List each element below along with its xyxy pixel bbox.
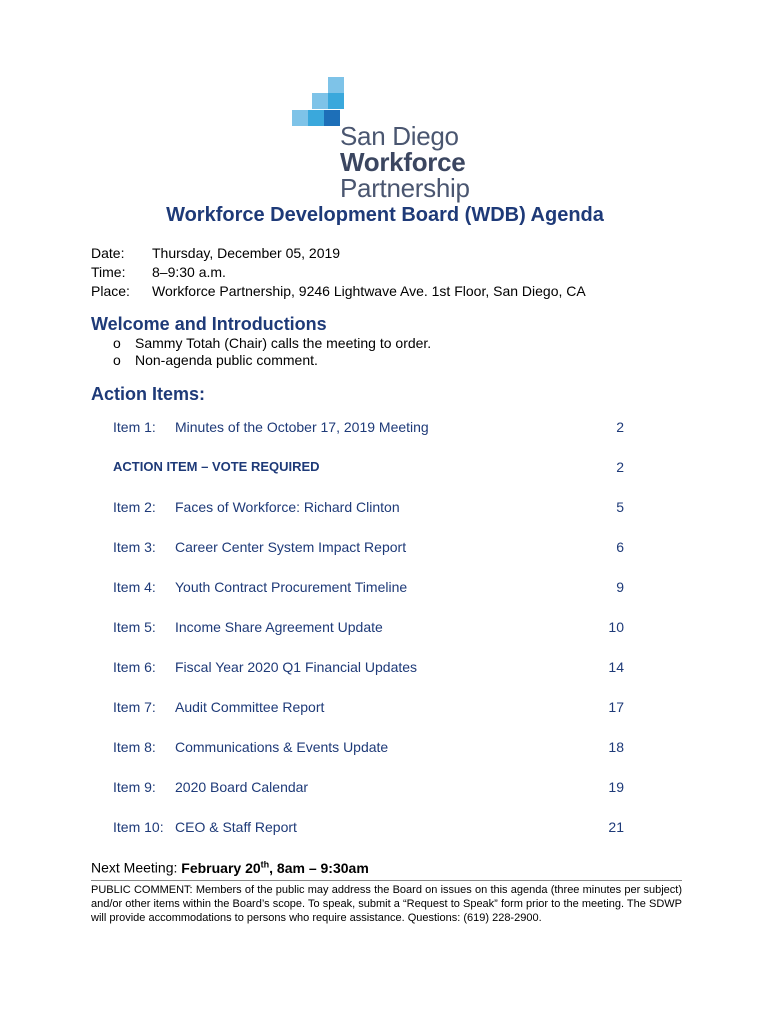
page-title: Workforce Development Board (WDB) Agenda (166, 204, 604, 226)
date-label: Date: (91, 245, 125, 261)
item-title: Youth Contract Procurement Timeline (175, 579, 408, 595)
item-page: 6 (616, 539, 624, 555)
welcome-heading: Welcome and Introductions (91, 314, 327, 334)
item-page: 21 (608, 819, 624, 835)
item-page: 19 (608, 779, 624, 795)
next-meeting-time: , 8am – 9:30am (269, 859, 369, 876)
logo-line-3: Partnership (340, 173, 470, 203)
logo-wordmark (340, 123, 470, 201)
item-title: Audit Committee Report (175, 699, 325, 715)
agenda-item (113, 579, 624, 619)
next-meeting-label: Next Meeting: (91, 859, 182, 876)
agenda-item (113, 699, 624, 739)
item-page: 9 (616, 579, 624, 595)
item-number: Item 9: (113, 779, 156, 795)
item-page: 17 (608, 699, 624, 715)
time-label: Time: (91, 264, 126, 280)
public-comment-notice: PUBLIC COMMENT: Members of the public may address the Board on issues on this agenda (three minutes per subject) and/or other items within the Board’s scope. To speak, submit a “Request to Speak” form prior to the meeting. The SDWP will provide accommodations to persons who require assistance. Questions: (619) 228-2900. (91, 884, 682, 924)
item-page: 10 (608, 619, 624, 635)
item-number: Item 7: (113, 699, 156, 715)
meeting-details (91, 244, 586, 301)
place-label: Place: (91, 283, 130, 299)
next-meeting-date (181, 860, 369, 876)
item-number: Item 5: (113, 619, 156, 635)
next-meeting-date-main: February 20 (181, 859, 261, 876)
agenda-item (113, 539, 624, 579)
time-value: 8–9:30 a.m. (152, 264, 226, 280)
item-number: Item 2: (113, 499, 156, 515)
item-page: 2 (616, 419, 624, 435)
item-title: CEO & Staff Report (175, 819, 297, 835)
logo-line-1: San Diego (340, 121, 459, 151)
item-title: Fiscal Year 2020 Q1 Financial Updates (175, 659, 418, 675)
bullet-mark: o (113, 335, 121, 351)
item-number: Item 8: (113, 739, 156, 755)
next-meeting (91, 859, 369, 876)
place-row (91, 282, 586, 301)
item-title: Minutes of the October 17, 2019 Meeting (175, 419, 429, 435)
organization-logo (290, 75, 490, 203)
item-number: Item 6: (113, 659, 156, 675)
item-number: Item 10: (113, 819, 164, 835)
agenda-item (113, 739, 624, 779)
action-items-heading: Action Items: (91, 384, 206, 404)
divider (91, 880, 682, 881)
item-page: 5 (616, 499, 624, 515)
item-title: 2020 Board Calendar (175, 779, 309, 795)
logo-line-2: Workforce (340, 147, 466, 177)
bullet-mark: o (113, 352, 121, 368)
agenda-item (113, 619, 624, 659)
agenda-item (113, 499, 624, 539)
list-item (113, 352, 431, 369)
date-row (91, 244, 586, 263)
agenda-item-action-note (113, 459, 624, 499)
agenda-item (113, 659, 624, 699)
item-number: Item 4: (113, 579, 156, 595)
item-page: 2 (616, 459, 624, 475)
next-meeting-date-suffix: th (260, 859, 270, 869)
item-number: Item 1: (113, 419, 156, 435)
list-item-text: Sammy Totah (Chair) calls the meeting to order. (135, 335, 432, 351)
list-item-text: Non-agenda public comment. (135, 352, 318, 368)
item-page: 14 (608, 659, 624, 675)
time-row (91, 263, 586, 282)
agenda-item (113, 419, 624, 459)
place-value: Workforce Partnership, 9246 Lightwave Ave. 1st Floor, San Diego, CA (152, 283, 586, 299)
item-number: Item 3: (113, 539, 156, 555)
item-title: ACTION ITEM – VOTE REQUIRED (113, 459, 320, 474)
item-title: Income Share Agreement Update (175, 619, 383, 635)
agenda-item (113, 779, 624, 819)
action-items-list (113, 419, 624, 859)
item-title: Career Center System Impact Report (175, 539, 407, 555)
item-title: Faces of Workforce: Richard Clinton (175, 499, 400, 515)
item-page: 18 (608, 739, 624, 755)
agenda-item (113, 819, 624, 859)
date-value: Thursday, December 05, 2019 (152, 245, 341, 261)
item-title: Communications & Events Update (175, 739, 389, 755)
welcome-list (113, 335, 431, 369)
list-item (113, 335, 431, 352)
